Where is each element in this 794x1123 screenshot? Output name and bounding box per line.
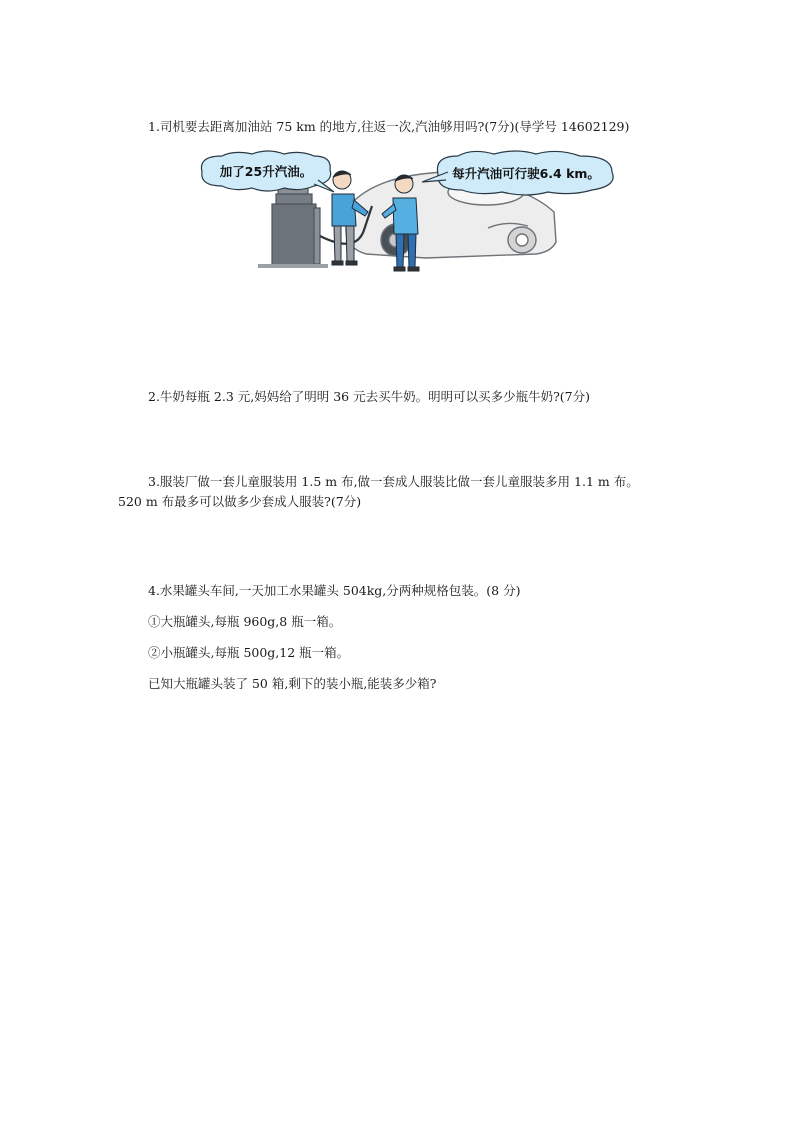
bubble-right-text: 每升汽油可行驶6.4 km。 (452, 166, 600, 181)
speech-bubble-left (201, 151, 334, 192)
question-3-line-1: 3.服装厂做一套儿童服装用 1.5 m 布,做一套成人服装比做一套儿童服装多用 1.1 m 布。 (148, 474, 639, 489)
question-3-line-2: 520 m 布最多可以做多少套成人服装?(7分) (118, 494, 362, 509)
question-4-item-2: ②小瓶罐头,每瓶 500g,12 瓶一箱。 (148, 645, 350, 660)
question-4-item-1: ①大瓶罐头,每瓶 960g,8 瓶一箱。 (148, 614, 342, 629)
question-4-ask: 已知大瓶罐头装了 50 箱,剩下的装小瓶,能装多少箱? (148, 676, 437, 691)
bubble-left-text: 加了25升汽油。 (219, 164, 313, 179)
question-2-text: 2.牛奶每瓶 2.3 元,妈妈给了明明 36 元去买牛奶。明明可以买多少瓶牛奶?(7分) (148, 389, 590, 404)
gas-station-illustration (196, 150, 620, 274)
question-1-text: 1.司机要去距离加油站 75 km 的地方,往返一次,汽油够用吗?(7分)(导学号 14602129) (148, 119, 630, 134)
speech-bubble-right (422, 151, 613, 195)
question-4-text: 4.水果罐头车间,一天加工水果罐头 504kg,分两种规格包装。(8 分) (148, 583, 521, 598)
